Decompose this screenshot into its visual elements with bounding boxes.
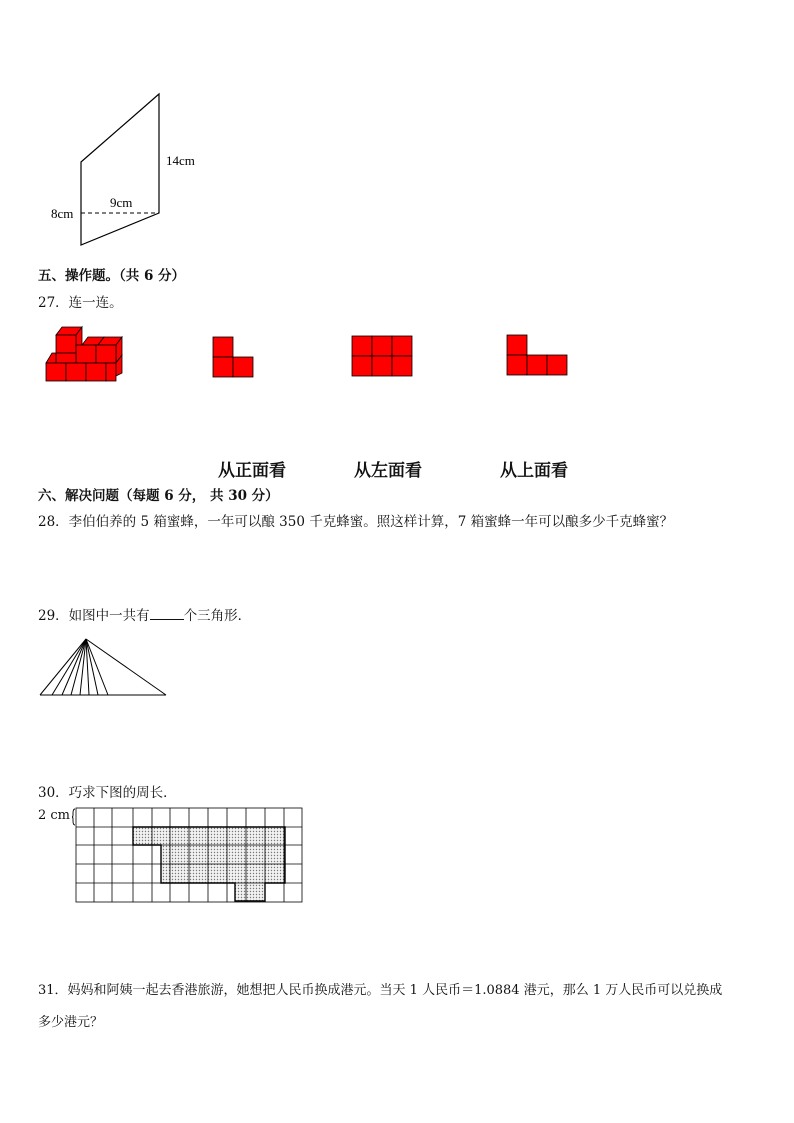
triangle-fan-figure	[38, 637, 170, 699]
cube-stack-figure	[44, 323, 126, 385]
section5-title: 五、操作题。（共 6 分）	[38, 268, 186, 284]
answer-blank[interactable]	[150, 607, 184, 620]
view-label-front[interactable]: 从正面看	[218, 461, 286, 481]
parallelogram-figure	[40, 85, 220, 255]
question-29-prefix: 29．如图中一共有	[38, 608, 150, 624]
view-label-top[interactable]: 从上面看	[500, 461, 568, 481]
side-label: 8cm	[51, 206, 74, 221]
question-29-suffix: 个三角形．	[183, 608, 252, 624]
question-27: 27．连一连。	[38, 295, 123, 311]
base-label: 9cm	[110, 195, 133, 210]
section6-title: 六、解决问题（每题 6 分， 共 30 分）	[38, 488, 279, 504]
question-28: 28．李伯伯养的 5 箱蜜蜂，一年可以酿 350 千克蜂蜜。照这样计算，7 箱蜜蜂一年可以酿多少千克蜂蜜？	[38, 514, 674, 530]
question-31-line1: 31．妈妈和阿姨一起去香港旅游，她想把人民币换成港元。当天 1 人民币＝1.0884 港元，那么 1 万人民币可以兑换成	[38, 983, 723, 998]
question-30: 30．巧求下图的周长．	[38, 785, 177, 801]
height-label: 14cm	[166, 153, 195, 168]
grid-figure	[72, 806, 306, 906]
parallelogram-shape	[81, 94, 159, 245]
view-label-left[interactable]: 从左面看	[354, 461, 422, 481]
view-shape-b[interactable]	[351, 335, 413, 377]
scale-brace	[72, 809, 75, 825]
view-shape-a[interactable]	[212, 336, 256, 378]
view-shape-c[interactable]	[506, 334, 568, 376]
scale-label: 2 cm	[38, 808, 71, 823]
question-29	[38, 604, 251, 624]
question-31-line2: 多少港元？	[38, 1015, 104, 1030]
